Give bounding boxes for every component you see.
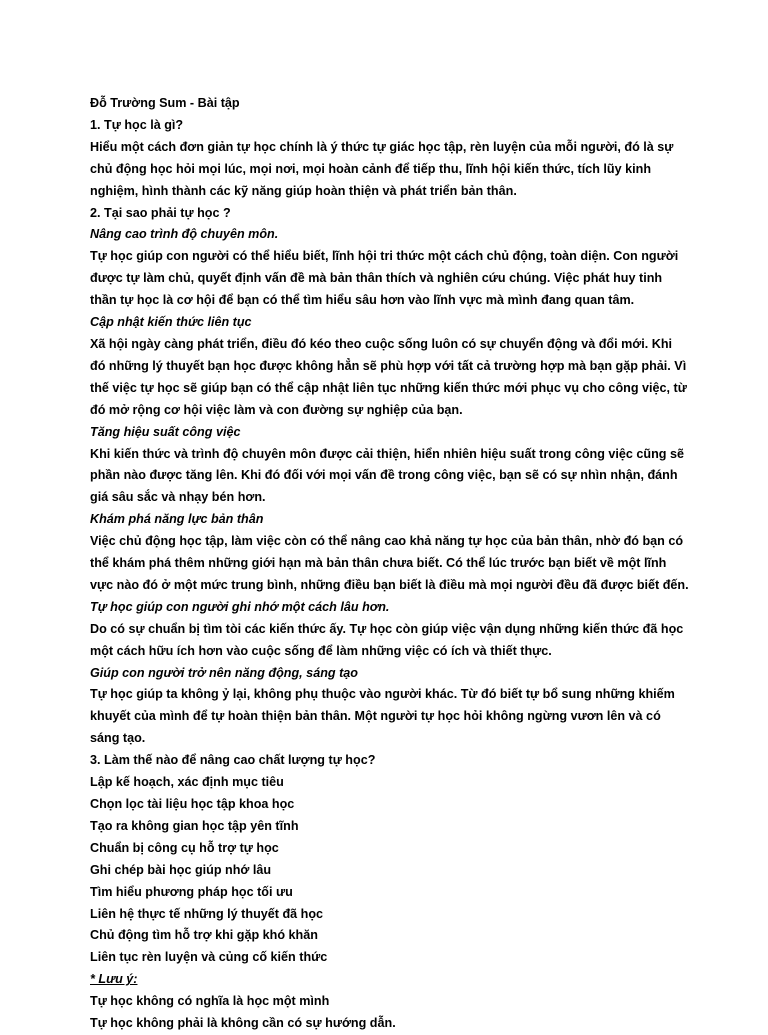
section-heading-1: Nâng cao trình độ chuyên môn. — [90, 227, 279, 242]
list-item: Tạo ra không gian học tập yên tĩnh — [90, 818, 299, 833]
section-body-3: Khi kiến thức và trình độ chuyên môn được cải thiện, hiển nhiên hiệu suất trong công việc cũng sẽ phần nào được tăng lên. Khi đó đối với mọi vấn đề trong công việc, bạn sẽ có sự nhìn nhận, đánh giá sâu sắc và nhạy bén hơn. — [90, 446, 684, 505]
list-item: Ghi chép bài học giúp nhớ lâu — [90, 862, 272, 877]
note-line: Tự học không phải là không cần có sự hướng dẫn. — [90, 1016, 396, 1031]
list-item: Chuẩn bị công cụ hỗ trợ tự học — [90, 840, 279, 855]
section-body-4: Việc chủ động học tập, làm việc còn có thể nâng cao khả năng tự học của bản thân, nhờ đó bạn có thể khám phá thêm những giới hạn mà bản thân chưa biết. Có thể lúc trước bạn biết về một lĩnh vực nào đó ở một mức trung bình, những điều bạn biết là điều mà mọi người đều đã được biết đến. — [90, 534, 689, 592]
list-item: Liên hệ thực tế những lý thuyết đã học — [90, 906, 324, 921]
question-2-title: 2. Tại sao phải tự học ? — [90, 205, 231, 220]
section-heading-4: Khám phá năng lực bản thân — [90, 512, 264, 527]
document-header: Đỗ Trường Sum - Bài tập — [90, 96, 240, 110]
section-body-2: Xã hội ngày càng phát triển, điều đó kéo theo cuộc sống luôn có sự chuyển động và đổi mới. Khi đó những lý thuyết bạn học được không hẳn sẽ phù hợp với tất cả trường hợp mà bạn gặp phải. Vì thế việc tự học sẽ giúp bạn có thể cập nhật liên tục những kiến thức mới phục vụ cho công việc, từ đó mở rộng cơ hội việc làm và con đường sự nghiệp của bạn. — [90, 336, 687, 417]
document-page — [90, 93, 690, 1035]
section-heading-2: Cập nhật kiến thức liên tục — [90, 315, 252, 330]
section-heading-6: Giúp con người trở nên năng động, sáng tạo — [90, 665, 358, 680]
note-label: * Lưu ý: — [90, 972, 138, 987]
list-item: Tìm hiểu phương pháp học tối ưu — [90, 884, 293, 899]
section-heading-3: Tăng hiệu suất công việc — [90, 424, 241, 439]
list-item: Liên tục rèn luyện và củng cố kiến thức — [90, 950, 328, 965]
list-item: Chọn lọc tài liệu học tập khoa học — [90, 797, 295, 811]
question-3-title: 3. Làm thế nào để nâng cao chất lượng tự học? — [90, 753, 376, 768]
note-line: Tự học không có nghĩa là học một mình — [90, 994, 330, 1009]
section-body-1: Tự học giúp con người có thể hiểu biết, lĩnh hội tri thức một cách chủ động, toàn diện. Con người được tự làm chủ, quyết định vấn đề mà bản thân thích và nghiên cứu chúng. Việc phát huy tinh thần tự học là cơ hội để bạn có thể tìm hiểu sâu hơn vào lĩnh vực mà mình đang quan tâm. — [90, 249, 679, 308]
list-item: Lập kế hoạch, xác định mục tiêu — [90, 775, 284, 790]
section-heading-5: Tự học giúp con người ghi nhớ một cách lâu hơn. — [90, 599, 390, 614]
question-1-title: 1. Tự học là gì? — [90, 117, 184, 132]
list-item: Chủ động tìm hỗ trợ khi gặp khó khăn — [90, 928, 318, 943]
section-body-6: Tự học giúp ta không ỷ lại, không phụ thuộc vào người khác. Từ đó biết tự bổ sung những khiếm khuyết của mình để tự hoàn thiện bản thân. Một người tự học hỏi không ngừng vươn lên và có sáng tạo. — [90, 687, 675, 746]
section-body-5: Do có sự chuẩn bị tìm tòi các kiến thức ấy. Tự học còn giúp việc vận dụng những kiến thức đã học một cách hữu ích hơn vào cuộc sống để làm những việc có ích và thiết thực. — [90, 621, 684, 658]
question-1-body: Hiểu một cách đơn giản tự học chính là ý thức tự giác học tập, rèn luyện của mỗi người, đó là sự chủ động học hỏi mọi lúc, mọi nơi, mọi hoàn cảnh để tiếp thu, lĩnh hội kiến thức, tích lũy kinh nghiệm, hình thành các kỹ năng giúp hoàn thiện và phát triển bản thân. — [90, 139, 674, 198]
